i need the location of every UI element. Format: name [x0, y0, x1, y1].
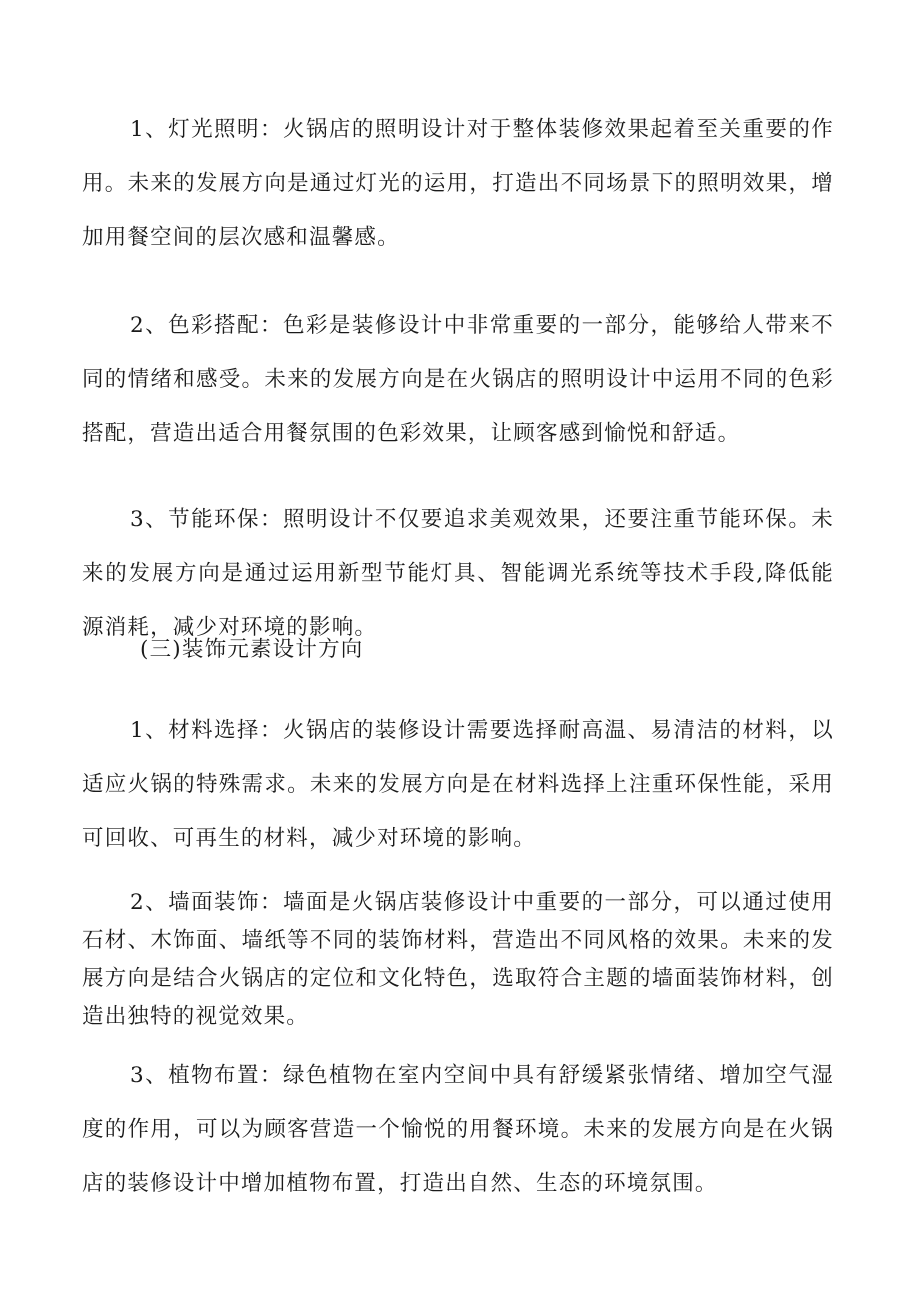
paragraph-material-selection: 1、材料选择：火锅店的装修设计需要选择耐高温、易清洁的材料，以适应火锅的特殊需求。未来的发展方向是在材料选择上注重环保性能，采用可回收、可再生的材料，减少对环境的影响。: [82, 718, 834, 851]
paragraph-wall-decoration: 2、墙面装饰：墙面是火锅店装修设计中重要的一部分，可以通过使用石材、木饰面、墙纸等不同的装饰材料，营造出不同风格的效果。未来的发展方向是结合火锅店的定位和文化特色，选取符合主题的墙面装饰材料，创造出独特的视觉效果。: [82, 890, 834, 1029]
paragraph-lighting: 1、灯光照明：火锅店的照明设计对于整体装修效果起着至关重要的作用。未来的发展方向是通过灯光的运用，打造出不同场景下的照明效果，增加用餐空间的层次感和温馨感。: [82, 117, 834, 250]
paragraph-plant-arrangement: 3、植物布置：绿色植物在室内空间中具有舒缓紧张情绪、增加空气湿度的作用，可以为顾客营造一个愉悦的用餐环境。未来的发展方向是在火锅店的装修设计中增加植物布置，打造出自然、生态的环境氛围。: [82, 1063, 834, 1196]
paragraph-energy-saving: 3、节能环保：照明设计不仅要追求美观效果，还要注重节能环保。未来的发展方向是通过运用新型节能灯具、智能调光系统等技术手段,降低能源消耗，减少对环境的影响。: [82, 507, 834, 640]
section-heading: (三)装饰元素设计方向: [140, 637, 364, 662]
paragraph-color-matching: 2、色彩搭配：色彩是装修设计中非常重要的一部分，能够给人带来不同的情绪和感受。未来的发展方向是在火锅店的照明设计中运用不同的色彩搭配，营造出适合用餐氛围的色彩效果，让顾客感到愉悦和舒适。: [82, 313, 834, 446]
